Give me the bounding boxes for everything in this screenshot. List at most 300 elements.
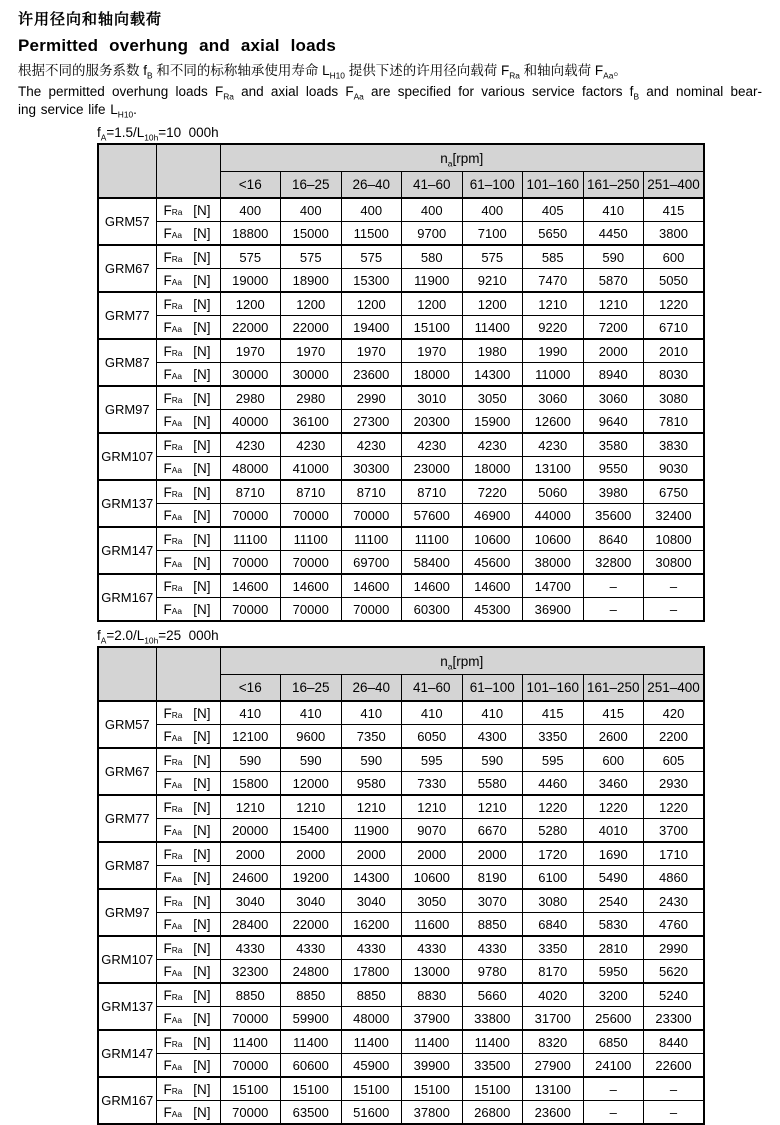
unit-label: [N]: [193, 1081, 211, 1097]
force-symbol: F Ra: [163, 578, 183, 594]
value-cell: 4860: [644, 866, 705, 890]
unit-label: [N]: [193, 578, 211, 594]
load-type-label: [157, 297, 220, 312]
value-cell: 15100: [402, 1077, 463, 1101]
value-cell: 575: [281, 245, 342, 269]
value-cell: 30000: [220, 363, 281, 387]
value-cell: 1210: [402, 795, 463, 819]
value-cell: 15000: [281, 222, 342, 246]
value-cell: 58400: [402, 551, 463, 575]
unit-label: [N]: [193, 799, 211, 815]
load-type-cell: [156, 480, 220, 504]
unit-label: [N]: [193, 940, 211, 956]
model-cell: GRM167: [98, 1077, 156, 1124]
speed-range-header: 161–250: [583, 675, 644, 702]
value-cell: 14600: [220, 574, 281, 598]
value-cell: 6750: [644, 480, 705, 504]
value-cell: 6050: [402, 725, 463, 749]
unit-label: [N]: [193, 1034, 211, 1050]
load-type-label: [157, 602, 220, 617]
value-cell: 410: [583, 198, 644, 222]
value-cell: 23600: [341, 363, 402, 387]
value-cell: –: [583, 1077, 644, 1101]
force-symbol: F Aa: [163, 916, 182, 932]
value-cell: 1220: [523, 795, 584, 819]
value-cell: 70000: [281, 598, 342, 622]
value-cell: 1220: [644, 292, 705, 316]
value-cell: 28400: [220, 913, 281, 937]
value-cell: 2930: [644, 772, 705, 796]
load-type-label: [157, 532, 220, 547]
value-cell: 37900: [402, 1007, 463, 1031]
value-cell: 18900: [281, 269, 342, 293]
value-cell: 19000: [220, 269, 281, 293]
value-cell: 3080: [644, 386, 705, 410]
value-cell: 5060: [523, 480, 584, 504]
value-cell: 1200: [281, 292, 342, 316]
load-type-cell: [156, 983, 220, 1007]
unit-label: [N]: [193, 507, 211, 523]
value-cell: 4020: [523, 983, 584, 1007]
value-cell: 33800: [462, 1007, 523, 1031]
value-cell: 1210: [462, 795, 523, 819]
value-cell: 1200: [341, 292, 402, 316]
value-cell: 59900: [281, 1007, 342, 1031]
value-cell: 70000: [220, 1054, 281, 1078]
value-cell: 575: [462, 245, 523, 269]
load-type-label: [157, 1105, 220, 1120]
value-cell: 8850: [281, 983, 342, 1007]
value-cell: 3460: [583, 772, 644, 796]
value-cell: 420: [644, 701, 705, 725]
unit-label: [N]: [193, 366, 211, 382]
value-cell: 32400: [644, 504, 705, 528]
load-type-label: [157, 870, 220, 885]
force-symbol: F Ra: [163, 343, 183, 359]
value-cell: –: [583, 1101, 644, 1125]
value-cell: 14600: [341, 574, 402, 598]
value-cell: 7100: [462, 222, 523, 246]
load-type-label: [157, 391, 220, 406]
model-cell: GRM107: [98, 936, 156, 983]
value-cell: 2980: [220, 386, 281, 410]
value-cell: 595: [402, 748, 463, 772]
value-cell: 6100: [523, 866, 584, 890]
value-cell: 410: [462, 701, 523, 725]
value-cell: 1210: [281, 795, 342, 819]
load-type-label: [157, 508, 220, 523]
force-symbol: F Ra: [163, 893, 183, 909]
speed-range-header: 251–400: [644, 675, 705, 702]
value-cell: 15100: [341, 1077, 402, 1101]
load-type-cell: [156, 725, 220, 749]
speed-range-header: 251–400: [644, 172, 705, 199]
value-cell: 70000: [220, 1007, 281, 1031]
value-cell: 4330: [462, 936, 523, 960]
model-cell: GRM97: [98, 889, 156, 936]
value-cell: 8850: [220, 983, 281, 1007]
load-type-label: [157, 438, 220, 453]
model-cell: GRM57: [98, 701, 156, 748]
value-cell: 3040: [281, 889, 342, 913]
value-cell: 15100: [402, 316, 463, 340]
force-symbol: F Aa: [163, 1010, 182, 1026]
value-cell: 70000: [220, 598, 281, 622]
value-cell: 9070: [402, 819, 463, 843]
load-table-2-host: [18, 646, 762, 1125]
force-symbol: F Aa: [163, 225, 182, 241]
value-cell: 15400: [281, 819, 342, 843]
value-cell: 30300: [341, 457, 402, 481]
value-cell: 15100: [220, 1077, 281, 1101]
model-cell: GRM87: [98, 339, 156, 386]
unit-label: [N]: [193, 437, 211, 453]
value-cell: 5490: [583, 866, 644, 890]
value-cell: 415: [644, 198, 705, 222]
value-cell: 33500: [462, 1054, 523, 1078]
value-cell: 18800: [220, 222, 281, 246]
load-type-label: [157, 1082, 220, 1097]
load-type-cell: [156, 457, 220, 481]
load-type-cell: [156, 1007, 220, 1031]
value-cell: 45600: [462, 551, 523, 575]
value-cell: 14300: [462, 363, 523, 387]
model-cell: GRM147: [98, 527, 156, 574]
speed-range-header: 26–40: [341, 675, 402, 702]
value-cell: 590: [583, 245, 644, 269]
force-symbol: F Ra: [163, 202, 183, 218]
value-cell: 2810: [583, 936, 644, 960]
load-type-label: [157, 1058, 220, 1073]
load-table-2: [97, 646, 705, 1125]
load-type-label: [157, 320, 220, 335]
value-cell: 10600: [462, 527, 523, 551]
value-cell: 4230: [341, 433, 402, 457]
value-cell: 4010: [583, 819, 644, 843]
force-symbol: F Ra: [163, 1034, 183, 1050]
value-cell: 14600: [402, 574, 463, 598]
value-cell: 5830: [583, 913, 644, 937]
value-cell: 11100: [402, 527, 463, 551]
value-cell: 4460: [523, 772, 584, 796]
value-cell: 6670: [462, 819, 523, 843]
value-cell: 16200: [341, 913, 402, 937]
value-cell: 2000: [341, 842, 402, 866]
value-cell: 4330: [341, 936, 402, 960]
force-symbol: F Ra: [163, 846, 183, 862]
value-cell: 19400: [341, 316, 402, 340]
value-cell: 590: [281, 748, 342, 772]
value-cell: 1210: [583, 292, 644, 316]
force-symbol: F Aa: [163, 1104, 182, 1120]
page-title-en: Permitted overhung and axial loads: [18, 36, 336, 55]
value-cell: 15100: [281, 1077, 342, 1101]
value-cell: 4230: [523, 433, 584, 457]
speed-range-header: 26–40: [341, 172, 402, 199]
unit-label: [N]: [193, 822, 211, 838]
load-type-cell: [156, 913, 220, 937]
load-type-label: [157, 753, 220, 768]
value-cell: 60600: [281, 1054, 342, 1078]
unit-label: [N]: [193, 987, 211, 1003]
value-cell: 9030: [644, 457, 705, 481]
value-cell: 11400: [281, 1030, 342, 1054]
value-cell: 9780: [462, 960, 523, 984]
value-cell: 415: [583, 701, 644, 725]
value-cell: 27900: [523, 1054, 584, 1078]
value-cell: 11400: [462, 1030, 523, 1054]
value-cell: 11900: [402, 269, 463, 293]
speed-range-header: <16: [220, 675, 281, 702]
value-cell: 9700: [402, 222, 463, 246]
value-cell: 24100: [583, 1054, 644, 1078]
load-type-cell: [156, 936, 220, 960]
value-cell: 70000: [281, 551, 342, 575]
force-symbol: F Aa: [163, 775, 182, 791]
value-cell: 37800: [402, 1101, 463, 1125]
intro-paragraph-en-line2: ing service life $L_{H10}$.: [18, 102, 137, 120]
unit-label: [N]: [193, 916, 211, 932]
value-cell: 3060: [583, 386, 644, 410]
force-symbol: F Aa: [163, 822, 182, 838]
value-cell: 2600: [583, 725, 644, 749]
value-cell: 7220: [462, 480, 523, 504]
value-cell: 4230: [462, 433, 523, 457]
speed-range-header: 41–60: [402, 172, 463, 199]
load-type-label: [157, 964, 220, 979]
load-type-cell: [156, 574, 220, 598]
value-cell: 3080: [523, 889, 584, 913]
load-type-label: [157, 226, 220, 241]
value-cell: 1970: [402, 339, 463, 363]
load-type-label: [157, 485, 220, 500]
load-type-cell: [156, 245, 220, 269]
value-cell: 605: [644, 748, 705, 772]
value-cell: 15900: [462, 410, 523, 434]
force-symbol: F Aa: [163, 272, 182, 288]
speed-range-header: 16–25: [281, 675, 342, 702]
value-cell: 6710: [644, 316, 705, 340]
load-type-label: [157, 729, 220, 744]
load-type-label: [157, 273, 220, 288]
load-type-label: [157, 461, 220, 476]
value-cell: 41000: [281, 457, 342, 481]
load-type-cell: [156, 960, 220, 984]
value-cell: 18000: [462, 457, 523, 481]
value-cell: 8710: [402, 480, 463, 504]
value-cell: –: [644, 1101, 705, 1125]
force-symbol: F Aa: [163, 601, 182, 617]
value-cell: 25600: [583, 1007, 644, 1031]
value-cell: 7200: [583, 316, 644, 340]
value-cell: 17800: [341, 960, 402, 984]
value-cell: 2980: [281, 386, 342, 410]
model-cell: GRM137: [98, 983, 156, 1030]
load-type-label: [157, 579, 220, 594]
value-cell: 20000: [220, 819, 281, 843]
value-cell: 7330: [402, 772, 463, 796]
load-type-cell: [156, 363, 220, 387]
unit-label: [N]: [193, 531, 211, 547]
force-symbol: F Aa: [163, 554, 182, 570]
value-cell: 3070: [462, 889, 523, 913]
value-cell: 5620: [644, 960, 705, 984]
value-cell: 8710: [220, 480, 281, 504]
value-cell: 8850: [341, 983, 402, 1007]
value-cell: 4330: [281, 936, 342, 960]
load-type-column-header: [156, 144, 220, 198]
value-cell: 2000: [583, 339, 644, 363]
load-type-cell: [156, 433, 220, 457]
force-symbol: F Ra: [163, 940, 183, 956]
value-cell: 12100: [220, 725, 281, 749]
value-cell: 3010: [402, 386, 463, 410]
value-cell: 3800: [644, 222, 705, 246]
value-cell: 6850: [583, 1030, 644, 1054]
value-cell: 23300: [644, 1007, 705, 1031]
value-cell: 11400: [462, 316, 523, 340]
value-cell: 4330: [402, 936, 463, 960]
value-cell: 410: [281, 701, 342, 725]
load-type-cell: [156, 819, 220, 843]
value-cell: 400: [341, 198, 402, 222]
value-cell: 590: [462, 748, 523, 772]
value-cell: 46900: [462, 504, 523, 528]
unit-label: [N]: [193, 554, 211, 570]
value-cell: 4760: [644, 913, 705, 937]
value-cell: 3580: [583, 433, 644, 457]
value-cell: 3700: [644, 819, 705, 843]
model-cell: GRM57: [98, 198, 156, 245]
value-cell: 1210: [341, 795, 402, 819]
load-type-label: [157, 1011, 220, 1026]
value-cell: 2990: [644, 936, 705, 960]
model-column-header: [98, 647, 156, 701]
load-table-1: [97, 143, 705, 622]
force-symbol: F Ra: [163, 752, 183, 768]
value-cell: 9640: [583, 410, 644, 434]
value-cell: 600: [644, 245, 705, 269]
value-cell: 70000: [220, 504, 281, 528]
value-cell: 3050: [402, 889, 463, 913]
value-cell: 7810: [644, 410, 705, 434]
model-cell: GRM167: [98, 574, 156, 621]
value-cell: 9550: [583, 457, 644, 481]
value-cell: 3980: [583, 480, 644, 504]
speed-range-header: 41–60: [402, 675, 463, 702]
force-symbol: F Ra: [163, 705, 183, 721]
load-type-label: [157, 823, 220, 838]
speed-range-header: <16: [220, 172, 281, 199]
value-cell: 9220: [523, 316, 584, 340]
value-cell: 23000: [402, 457, 463, 481]
value-cell: 23600: [523, 1101, 584, 1125]
load-type-cell: [156, 1030, 220, 1054]
force-symbol: F Ra: [163, 437, 183, 453]
unit-label: [N]: [193, 296, 211, 312]
load-type-cell: [156, 292, 220, 316]
load-type-label: [157, 555, 220, 570]
load-type-cell: [156, 598, 220, 622]
unit-label: [N]: [193, 1057, 211, 1073]
value-cell: 2990: [341, 386, 402, 410]
value-cell: 5950: [583, 960, 644, 984]
intro-paragraph-zh: 根据不同的服务系数 $f_B$ 和不同的标称轴承使用寿命 $L_{H10}$ 提供下述的许用径向载荷 $F_{Ra}$ 和轴向载荷 $F_{Aa}$。: [18, 63, 627, 81]
force-symbol: F Aa: [163, 869, 182, 885]
value-cell: 39900: [402, 1054, 463, 1078]
value-cell: 580: [402, 245, 463, 269]
load-type-label: [157, 800, 220, 815]
model-cell: GRM147: [98, 1030, 156, 1077]
speed-range-header: 101–160: [523, 172, 584, 199]
value-cell: 2000: [220, 842, 281, 866]
value-cell: 22000: [220, 316, 281, 340]
unit-label: [N]: [193, 202, 211, 218]
value-cell: 9210: [462, 269, 523, 293]
load-type-label: [157, 894, 220, 909]
unit-label: [N]: [193, 963, 211, 979]
value-cell: 11900: [341, 819, 402, 843]
value-cell: 26800: [462, 1101, 523, 1125]
unit-label: [N]: [193, 601, 211, 617]
value-cell: 400: [220, 198, 281, 222]
load-type-cell: [156, 1054, 220, 1078]
load-type-label: [157, 367, 220, 382]
load-type-cell: [156, 198, 220, 222]
value-cell: 4230: [402, 433, 463, 457]
load-type-label: [157, 344, 220, 359]
value-cell: 1210: [220, 795, 281, 819]
value-cell: 1200: [220, 292, 281, 316]
value-cell: 13100: [523, 457, 584, 481]
value-cell: 15300: [341, 269, 402, 293]
value-cell: 1710: [644, 842, 705, 866]
value-cell: 1200: [462, 292, 523, 316]
load-type-cell: [156, 316, 220, 340]
unit-label: [N]: [193, 484, 211, 500]
unit-label: [N]: [193, 1104, 211, 1120]
value-cell: 7350: [341, 725, 402, 749]
unit-label: [N]: [193, 869, 211, 885]
value-cell: 8940: [583, 363, 644, 387]
model-cell: GRM77: [98, 292, 156, 339]
force-symbol: F Aa: [163, 319, 182, 335]
force-symbol: F Aa: [163, 728, 182, 744]
model-column-header: [98, 144, 156, 198]
value-cell: 3350: [523, 725, 584, 749]
value-cell: 415: [523, 701, 584, 725]
value-cell: 3040: [341, 889, 402, 913]
page-title-zh: 许用径向和轴向载荷: [18, 11, 163, 28]
value-cell: 22000: [281, 316, 342, 340]
value-cell: 57600: [402, 504, 463, 528]
value-cell: 1720: [523, 842, 584, 866]
unit-label: [N]: [193, 343, 211, 359]
load-type-label: [157, 847, 220, 862]
value-cell: 4450: [583, 222, 644, 246]
speed-range-header: 16–25: [281, 172, 342, 199]
value-cell: 22000: [281, 913, 342, 937]
model-cell: GRM107: [98, 433, 156, 480]
value-cell: 11400: [341, 1030, 402, 1054]
value-cell: 70000: [341, 504, 402, 528]
value-cell: –: [644, 1077, 705, 1101]
value-cell: 11100: [341, 527, 402, 551]
load-type-cell: [156, 1101, 220, 1125]
value-cell: 7470: [523, 269, 584, 293]
force-symbol: F Aa: [163, 460, 182, 476]
value-cell: 13000: [402, 960, 463, 984]
